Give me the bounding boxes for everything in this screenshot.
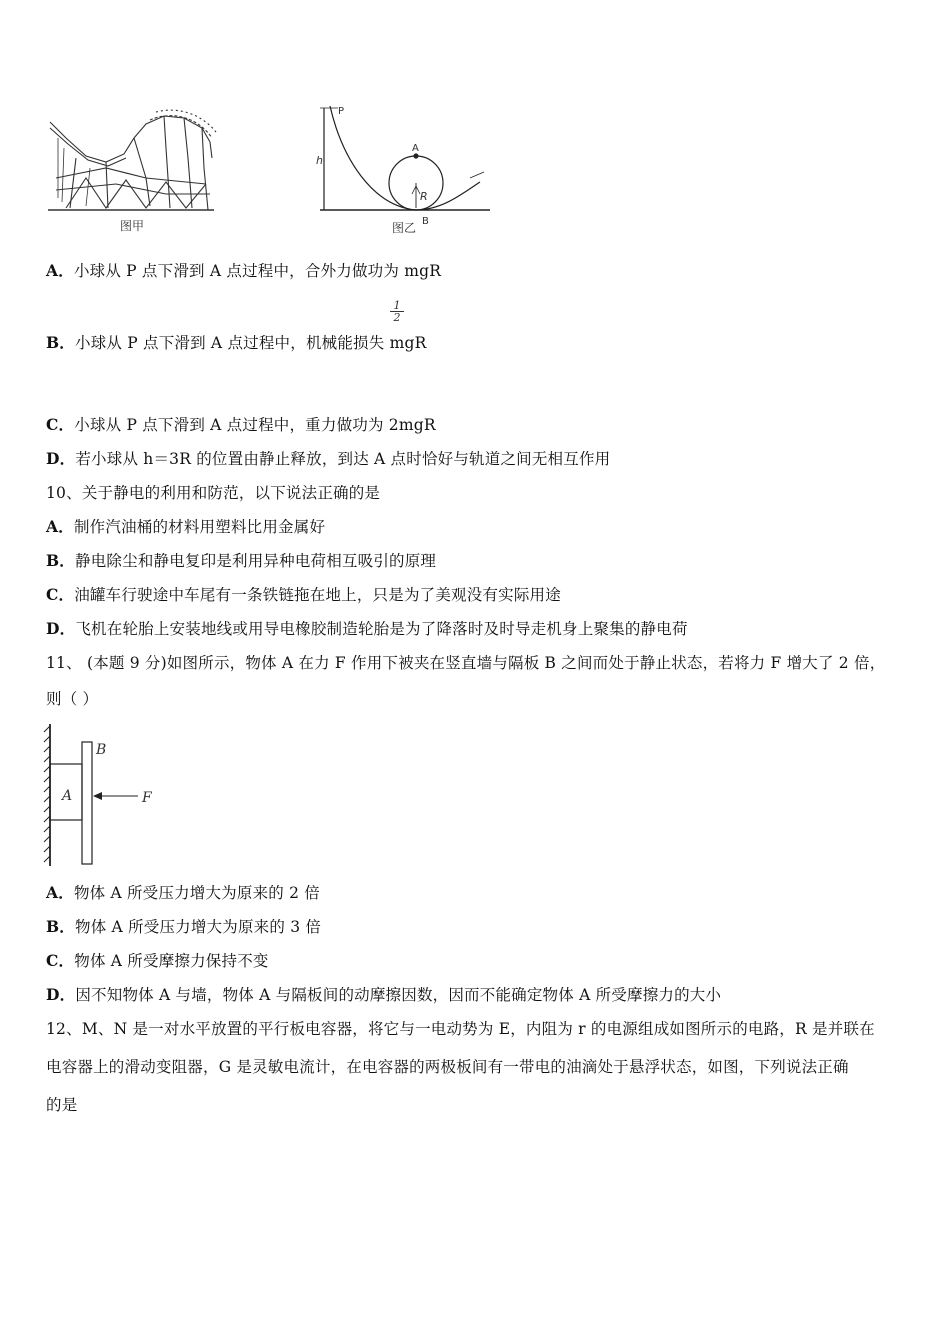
partition-b <box>82 742 92 864</box>
option-key: A． <box>46 261 74 280</box>
fraction-denominator: 2 <box>393 311 401 324</box>
option-text: 小球从 P 点下滑到 A 点过程中，合外力做功为 mgR <box>73 262 442 280</box>
wall <box>44 724 50 866</box>
option-text: 若小球从 h＝3R 的位置由静止释放，到达 A 点时恰好与轨道之间无相互作用 <box>75 450 611 468</box>
q10-option-b <box>46 551 436 571</box>
track-loop-diagram <box>320 106 490 210</box>
q9-option-b <box>46 333 426 353</box>
label-f: F <box>142 790 152 806</box>
option-key: C． <box>46 585 75 604</box>
q9-option-d <box>46 449 610 469</box>
option-key: D． <box>46 619 76 638</box>
label-b: B <box>96 742 107 758</box>
option-key: B． <box>46 333 76 352</box>
arrow-head-icon <box>93 792 102 800</box>
q12-line2: 电容器上的滑动变阻器，G 是灵敏电流计，在电容器的两极板间有一带电的油滴处于悬浮状态，如图，下列说法正确 <box>46 1058 849 1076</box>
q11-option-b <box>46 917 321 937</box>
option-key: A． <box>46 517 74 536</box>
q10-stem: 10、关于静电的利用和防范，以下说法正确的是 <box>46 484 381 502</box>
q12-line1: 12、M、N 是一对水平放置的平行板电容器，将它与一电动势为 E，内阻为 r 的电源组成如图所示的电路，R 是并联在 <box>46 1020 875 1038</box>
label-a: A <box>62 788 73 804</box>
q11-stem-line2: 则（ ） <box>46 690 99 708</box>
q10-option-c <box>46 585 561 605</box>
label-r: R <box>420 190 428 203</box>
q12-line3: 的是 <box>46 1096 78 1114</box>
label-p: P <box>338 106 345 117</box>
option-key: D． <box>46 449 76 468</box>
half-fraction <box>390 300 404 323</box>
option-text: 物体 A 所受压力增大为原来的 3 倍 <box>75 918 322 936</box>
option-text: 物体 A 所受压力增大为原来的 2 倍 <box>73 884 321 902</box>
option-text: 小球从 P 点下滑到 A 点过程中，重力做功为 2mgR <box>74 416 436 434</box>
option-text: 小球从 P 点下滑到 A 点过程中，机械能损失 mgR <box>75 334 427 352</box>
fraction-numerator: 1 <box>390 300 404 312</box>
option-text: 油罐车行驶途中车尾有一条铁链拖在地上，只是为了美观没有实际用途 <box>74 586 561 604</box>
option-key: B． <box>46 551 76 570</box>
q11-option-a <box>46 883 320 903</box>
figure-jia-caption: 图甲 <box>120 219 145 233</box>
q9-option-c <box>46 415 436 435</box>
q9-option-a <box>46 261 441 281</box>
option-text: 因不知物体 A 与墙，物体 A 与隔板间的动摩擦因数，因而不能确定物体 A 所受摩擦力的大小 <box>75 986 722 1004</box>
option-text: 制作汽油桶的材料用塑料比用金属好 <box>73 518 326 536</box>
figure-jia <box>46 98 222 238</box>
label-h: h <box>316 154 323 167</box>
q11-figure <box>42 722 162 870</box>
figure-yi-caption: 图乙 <box>392 221 417 235</box>
q10-option-a <box>46 517 325 537</box>
option-key: C． <box>46 415 75 434</box>
option-key: C． <box>46 951 75 970</box>
option-key: D． <box>46 985 76 1004</box>
q10-option-d <box>46 619 688 639</box>
q11-stem-line1: 11、 (本题 9 分)如图所示，物体 A 在力 F 作用下被夹在竖直墙与隔板 B 之间而处于静止状态，若将力 F 增大了 2 倍， <box>46 654 886 672</box>
option-text: 物体 A 所受摩擦力保持不变 <box>74 952 269 970</box>
label-b: B <box>422 216 429 227</box>
option-text: 静电除尘和静电复印是利用异种电荷相互吸引的原理 <box>75 552 437 570</box>
roller-coaster-sketch <box>48 110 216 210</box>
label-a: A <box>412 143 419 154</box>
option-key: B． <box>46 917 76 936</box>
option-text: 飞机在轮胎上安装地线或用导电橡胶制造轮胎是为了降落时及时导走机身上聚集的静电荷 <box>75 620 688 638</box>
q11-option-d <box>46 985 721 1005</box>
q11-option-c <box>46 951 269 971</box>
option-key: A． <box>46 883 74 902</box>
figure-yi <box>312 98 498 240</box>
